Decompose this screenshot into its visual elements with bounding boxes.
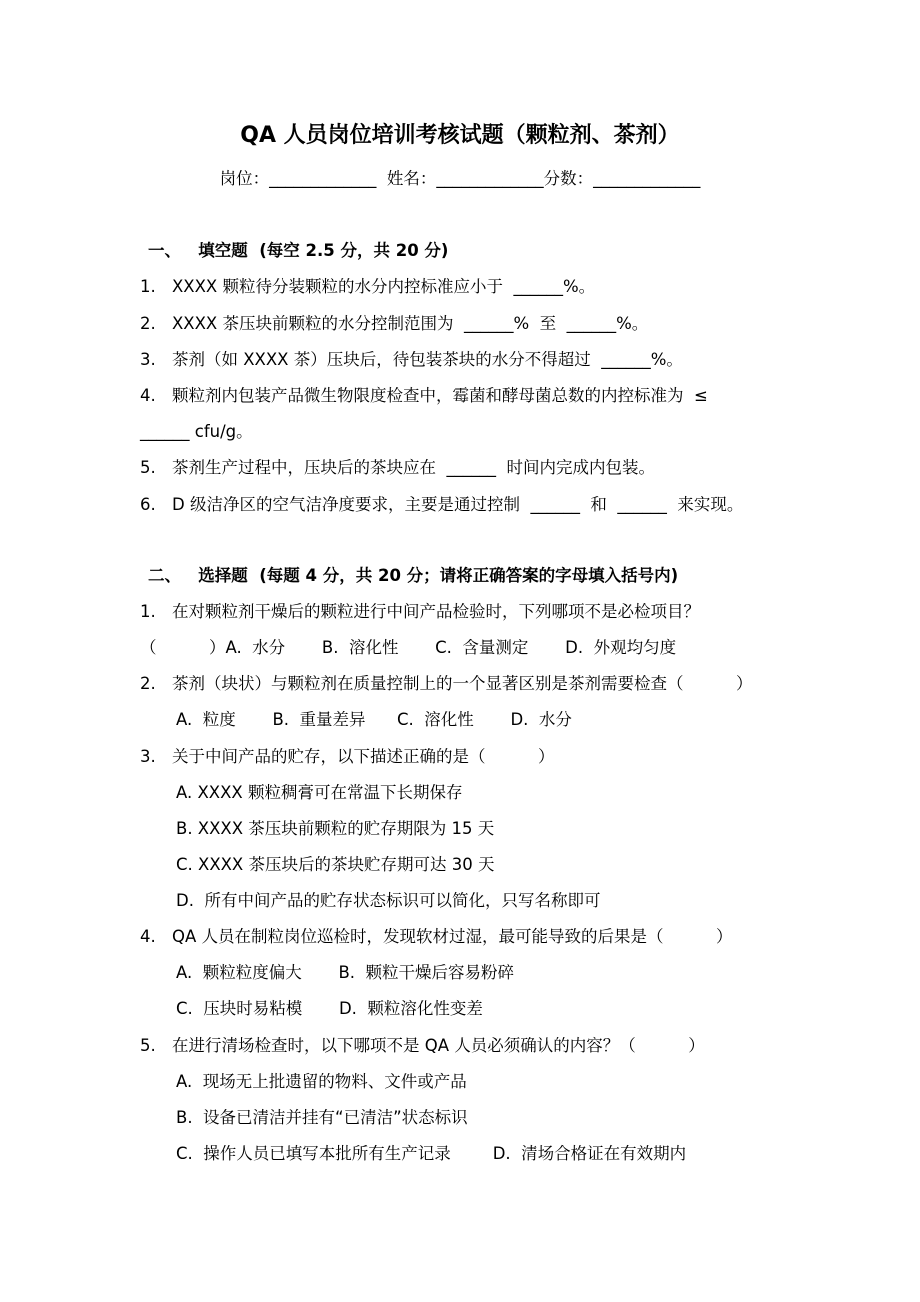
choice-q3-option-d: D. 所有中间产品的贮存状态标识可以简化，只写名称即可 bbox=[176, 891, 601, 910]
choice-q1-number: 1. bbox=[140, 602, 156, 621]
fill-q4-text: 颗粒剂内包装产品微生物限度检查中，霉菌和酵母菌总数的内控标准为 ≤ bbox=[172, 386, 708, 405]
choice-q5-option-a: A. 现场无上批遗留的物料、文件或产品 bbox=[176, 1072, 467, 1091]
choice-q3-number: 3. bbox=[140, 747, 156, 766]
choice-q3-text: 关于中间产品的贮存，以下描述正确的是（ ） bbox=[172, 747, 555, 766]
choice-q1-options: （ ）A. 水分 B. 溶化性 C. 含量测定 D. 外观均匀度 bbox=[140, 638, 677, 657]
choice-q3-option-c: C. XXXX 茶压块后的茶块贮存期可达 30 天 bbox=[176, 855, 495, 874]
fill-q1-number: 1. bbox=[140, 277, 156, 296]
choice-q5-text: 在进行清场检查时，以下哪项不是 QA 人员必须确认的内容？（ ） bbox=[172, 1036, 705, 1055]
choice-q4-options-cd: C. 压块时易粘模 D. 颗粒溶化性变差 bbox=[176, 999, 483, 1018]
choice-q5-number: 5. bbox=[140, 1036, 156, 1055]
fill-q6-text: D 级洁净区的空气洁净度要求，主要是通过控制 ______ 和 ______ 来实现。 bbox=[172, 495, 744, 514]
choice-q4-number: 4. bbox=[140, 927, 156, 946]
fill-q1-text: XXXX 颗粒待分装颗粒的水分内控标准应小于 ______%。 bbox=[172, 277, 596, 296]
choice-q3-option-b: B. XXXX 茶压块前颗粒的贮存期限为 15 天 bbox=[176, 819, 495, 838]
fill-q3-text: 茶剂（如 XXXX 茶）压块后，待包装茶块的水分不得超过 ______%。 bbox=[172, 350, 683, 369]
choice-q4-text: QA 人员在制粒岗位巡检时，发现软材过湿，最可能导致的后果是（ ） bbox=[172, 927, 733, 946]
fill-q2-number: 2. bbox=[140, 314, 156, 333]
page-title: QA 人员岗位培训考核试题（颗粒剂、茶剂） bbox=[240, 123, 680, 148]
fill-q5-text: 茶剂生产过程中，压块后的茶块应在 ______ 时间内完成内包装。 bbox=[172, 458, 655, 477]
section-heading-fill-blank: 一、 填空题 (每空 2.5 分，共 20 分) bbox=[148, 241, 449, 260]
choice-q1-text: 在对颗粒剂干燥后的颗粒进行中间产品检验时，下列哪项不是必检项目？ bbox=[172, 602, 700, 621]
fill-q2-text: XXXX 茶压块前颗粒的水分控制范围为 ______% 至 ______%。 bbox=[172, 314, 649, 333]
choice-q2-text: 茶剂（块状）与颗粒剂在质量控制上的一个显著区别是茶剂需要检查（ ） bbox=[172, 674, 753, 693]
section-heading-multiple-choice: 二、 选择题 (每题 4 分，共 20 分；请将正确答案的字母填入括号内) bbox=[148, 566, 679, 585]
choice-q5-option-b: B. 设备已清洁并挂有“已清洁”状态标识 bbox=[176, 1108, 468, 1127]
fill-q5-number: 5. bbox=[140, 458, 156, 477]
choice-q2-number: 2. bbox=[140, 674, 156, 693]
fill-q3-number: 3. bbox=[140, 350, 156, 369]
choice-q4-options-ab: A. 颗粒粒度偏大 B. 颗粒干燥后容易粉碎 bbox=[176, 963, 515, 982]
choice-q5-options-cd: C. 操作人员已填写本批所有生产记录 D. 清场合格证在有效期内 bbox=[176, 1144, 687, 1163]
choice-q2-options: A. 粒度 B. 重量差异 C. 溶化性 D. 水分 bbox=[176, 710, 572, 729]
fill-q4-text-continued: ______ cfu/g。 bbox=[140, 422, 253, 441]
fill-q6-number: 6. bbox=[140, 495, 156, 514]
candidate-info-line: 岗位：_____________ 姓名：_____________分数：_____________ bbox=[219, 169, 701, 188]
choice-q3-option-a: A. XXXX 颗粒稠膏可在常温下长期保存 bbox=[176, 783, 463, 802]
fill-q4-number: 4. bbox=[140, 386, 156, 405]
